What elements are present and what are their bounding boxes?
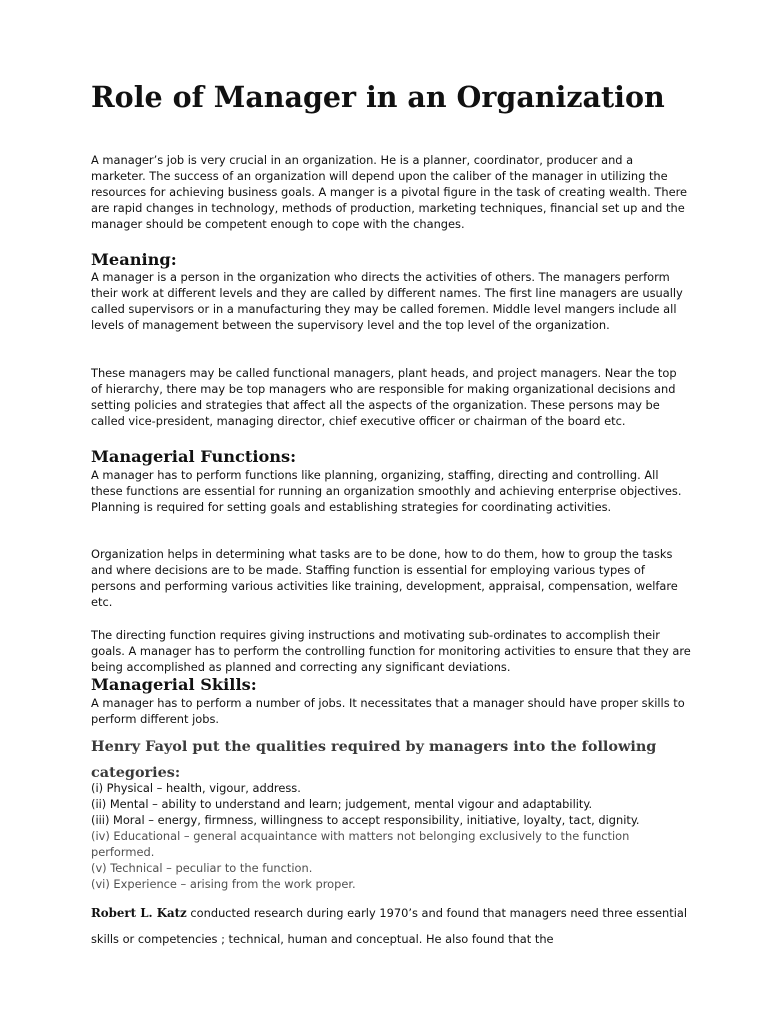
meaning-paragraph-2: These managers may be called functional managers, plant heads, and project managers. Near the top of hierarchy, there may be top managers who are responsible for making organizational decisions and setting policies and strategies that affect all the aspects of the organization. These persons may be called vice-president, managing director, chief executive officer or chairman of the board etc. (91, 366, 677, 428)
list-item: (i) Physical – health, vigour, address. (91, 781, 301, 795)
functions-paragraph-1: A manager has to perform functions like planning, organizing, staffing, directing and controlling. All these functions are essential for running an organization smoothly and achieving enterprise objectives. Planning is required for setting goals and establishing strategies for coordinating activities. (91, 468, 682, 514)
skills-heading: Managerial Skills: (91, 675, 257, 694)
skills-paragraph: A manager has to perform a number of jobs. It necessitates that a manager should have proper skills to perform different jobs. (91, 696, 685, 726)
list-item: (v) Technical – peculiar to the function. (91, 861, 313, 875)
meaning-paragraph-1: A manager is a person in the organization who directs the activities of others. The managers perform their work at different levels and they are called by different names. The first line managers are usually called supervisors or in a manufacturing they may be called foremen. Middle level mangers include all levels of management between the supervisory level and the top level of the organization. (91, 270, 683, 332)
qualities-list (91, 780, 691, 892)
functions-paragraph-3: The directing function requires giving instructions and motivating sub-ordinates to accomplish their goals. A manager has to perform the controlling function for monitoring activities to ensure that they are being accomplished as planned and correcting any significant deviations. (91, 628, 691, 674)
katz-paragraph (91, 900, 691, 952)
list-item: (ii) Mental – ability to understand and learn; judgement, mental vigour and adaptability. (91, 797, 593, 811)
functions-paragraph-2: Organization helps in determining what tasks are to be done, how to do them, how to group the tasks and where decisions are to be made. Staffing function is essential for employing various types of persons and performing various activities like training, development, appraisal, compensation, welfare etc. (91, 547, 678, 609)
list-item: (vi) Experience – arising from the work proper. (91, 877, 356, 891)
intro-paragraph: A manager’s job is very crucial in an organization. He is a planner, coordinator, producer and a marketer. The success of an organization will depend upon the caliber of the manager in utilizing the resources for achieving business goals. A manger is a pivotal figure in the task of creating wealth. There are rapid changes in technology, methods of production, marketing techniques, financial set up and the manager should be competent enough to cope with the changes. (91, 153, 688, 231)
fayol-heading: Henry Fayol put the qualities required by managers into the following categories: (91, 738, 657, 781)
meaning-heading: Meaning: (91, 250, 177, 269)
katz-name: Robert L. Katz (91, 906, 187, 920)
functions-heading: Managerial Functions: (91, 447, 297, 466)
katz-text: conducted research during early 1970’s and found that managers need three essential skills or competencies ; technical, human and conceptual. He also found that the (91, 906, 688, 946)
list-item: (iv) Educational – general acquaintance with matters not belonging exclusively to the function performed. (91, 829, 630, 859)
list-item: (iii) Moral – energy, firmness, willingness to accept responsibility, initiative, loyalty, tact, dignity. (91, 813, 640, 827)
document-title: Role of Manager in an Organization (91, 80, 665, 114)
